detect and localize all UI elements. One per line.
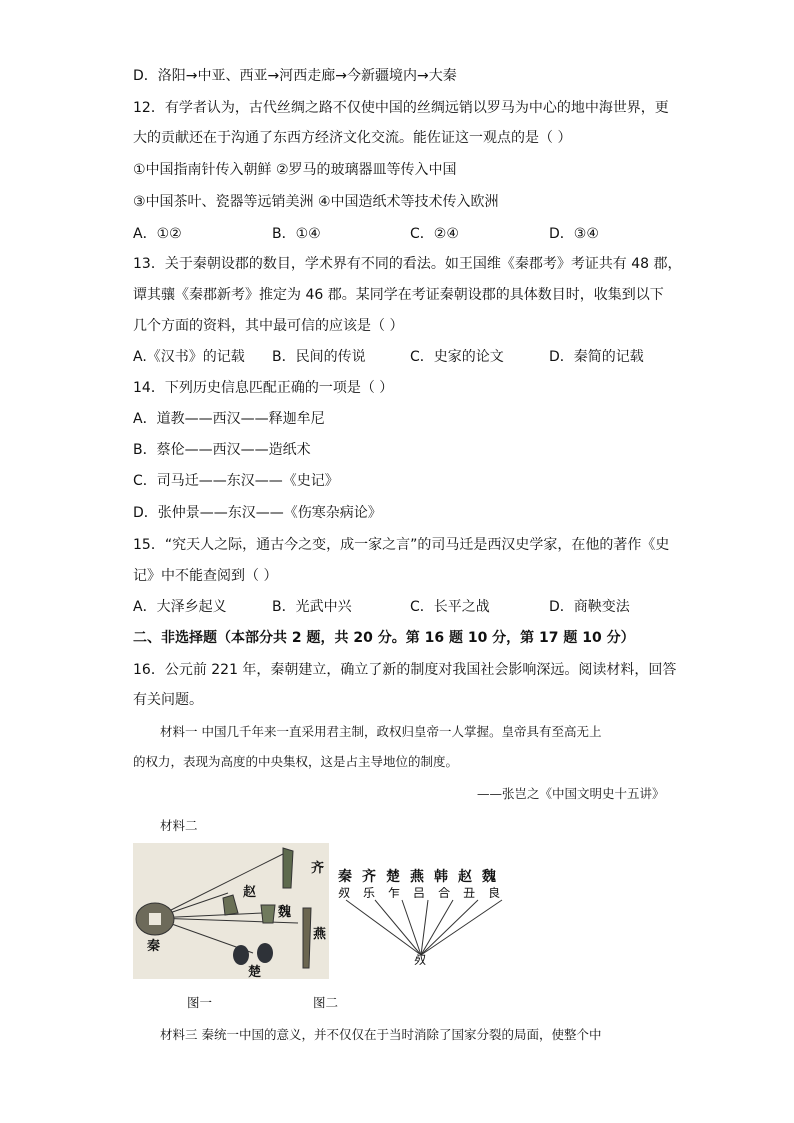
- q12-items-2: ③中国茶叶、瓷器等远销美洲 ④中国造纸术等技术传入欧洲: [133, 194, 499, 210]
- material2-label: 材料二: [160, 818, 198, 833]
- state-names-row: [338, 866, 506, 886]
- q12-option-b: B．①④: [272, 226, 321, 242]
- state-yan: 燕: [410, 869, 434, 885]
- material1-line1: 材料一 中国几千年来一直采用君主制，政权归皇帝一人掌握。皇帝具有至高无上: [160, 724, 602, 739]
- caption-figure1: 图一: [187, 995, 213, 1010]
- q13-option-a: A.《汉书》的记载: [133, 349, 245, 365]
- caption-figure2: 图二: [313, 995, 339, 1010]
- glyph-wei: 良: [488, 886, 514, 900]
- glyph-yan: 吕: [413, 886, 439, 900]
- label-wei: 魏: [278, 905, 292, 920]
- glyph-qin: 𣦼: [338, 886, 364, 900]
- q14-stem: 14．下列历史信息匹配正确的一项是（ ）: [133, 380, 394, 396]
- q15-option-d: D．商鞅变法: [549, 599, 630, 615]
- q12-stem-1: 12．有学者认为，古代丝绸之路不仅使中国的丝绸远销以罗马为中心的地中海世界，更: [133, 100, 669, 116]
- q13-stem-1: 13．关于秦朝设郡的数目，学术界有不同的看法。如王国维《秦郡考》考证共有 48 郡，: [133, 256, 682, 272]
- q12-stem-2: 大的贡献还在于沟通了东西方经济文化交流。能佐证这一观点的是（ ）: [133, 130, 572, 146]
- q16-stem-2: 有关问题。: [133, 692, 203, 708]
- label-chu: 楚: [248, 965, 262, 980]
- glyph-han: 合: [438, 886, 464, 900]
- coins-illustration: [133, 843, 329, 979]
- q15-option-c: C．长平之战: [410, 599, 490, 615]
- q11-option-d: D．洛阳→中亚、西亚→河西走廊→今新疆境内→大秦: [133, 68, 457, 84]
- q12-option-d: D．③④: [549, 226, 599, 242]
- q15-stem-1: 15．“究天人之际，通古今之变，成一家之言”的司马迁是西汉史学家，在他的著作《史: [133, 537, 670, 553]
- q13-stem-3: 几个方面的资料，其中最可信的应该是（ ）: [133, 318, 404, 334]
- q15-option-b: B．光武中兴: [272, 599, 352, 615]
- q13-option-d: D．秦简的记载: [549, 349, 644, 365]
- script-figure: [336, 860, 516, 970]
- glyphs-row: [338, 885, 513, 900]
- state-han: 韩: [434, 869, 458, 885]
- q14-option-b: B．蔡伦——西汉——造纸术: [133, 442, 311, 458]
- q16-stem-1: 16．公元前 221 年，秦朝建立，确立了新的制度对我国社会影响深远。阅读材料，回答: [133, 662, 677, 678]
- q13-option-b: B．民间的传说: [272, 349, 366, 365]
- material3-line1: 材料三 秦统一中国的意义，并不仅仅在于当时消除了国家分裂的局面，使整个中: [160, 1027, 602, 1042]
- q14-option-c: C．司马迁——东汉——《史记》: [133, 473, 339, 489]
- coins-figure: [133, 843, 329, 979]
- state-zhao: 赵: [458, 869, 482, 885]
- label-yan: 燕: [313, 927, 327, 942]
- q12-items-1: ①中国指南针传入朝鲜 ②罗马的玻璃器皿等传入中国: [133, 162, 457, 178]
- glyph-qi: 乐: [363, 886, 389, 900]
- q12-option-a: A．①②: [133, 226, 182, 242]
- q15-option-a: A．大泽乡起义: [133, 599, 227, 615]
- state-qin: 秦: [338, 869, 362, 885]
- q15-stem-2: 记》中不能查阅到（ ）: [133, 568, 278, 584]
- label-qi: 齐: [311, 861, 325, 876]
- state-chu: 楚: [386, 869, 410, 885]
- q14-option-d: D．张仲景——东汉——《伤寒杂病论》: [133, 505, 382, 521]
- glyph-chu: 乍: [388, 886, 414, 900]
- label-qin: 秦: [147, 939, 161, 954]
- q13-stem-2: 谭其骧《秦郡新考》推定为 46 郡。某同学在考证秦朝设郡的具体数目时，收集到以下: [133, 287, 664, 303]
- q14-option-a: A．道教——西汉——释迦牟尼: [133, 411, 325, 427]
- label-zhao: 赵: [243, 885, 257, 900]
- state-wei: 魏: [482, 869, 506, 885]
- q12-option-c: C．②④: [410, 226, 459, 242]
- q13-option-c: C．史家的论文: [410, 349, 504, 365]
- section-heading: 二、非选择题（本部分共 2 题，共 20 分。第 16 题 10 分，第 17 题 10 分）: [133, 630, 635, 646]
- glyph-unified: 𣦼: [414, 953, 427, 967]
- state-qi: 齐: [362, 869, 386, 885]
- material1-source: ——张岂之《中国文明史十五讲》: [477, 786, 665, 801]
- glyph-zhao: 丑: [463, 886, 489, 900]
- material1-line2: 的权力，表现为高度的中央集权，这是占主导地位的制度。: [133, 754, 459, 769]
